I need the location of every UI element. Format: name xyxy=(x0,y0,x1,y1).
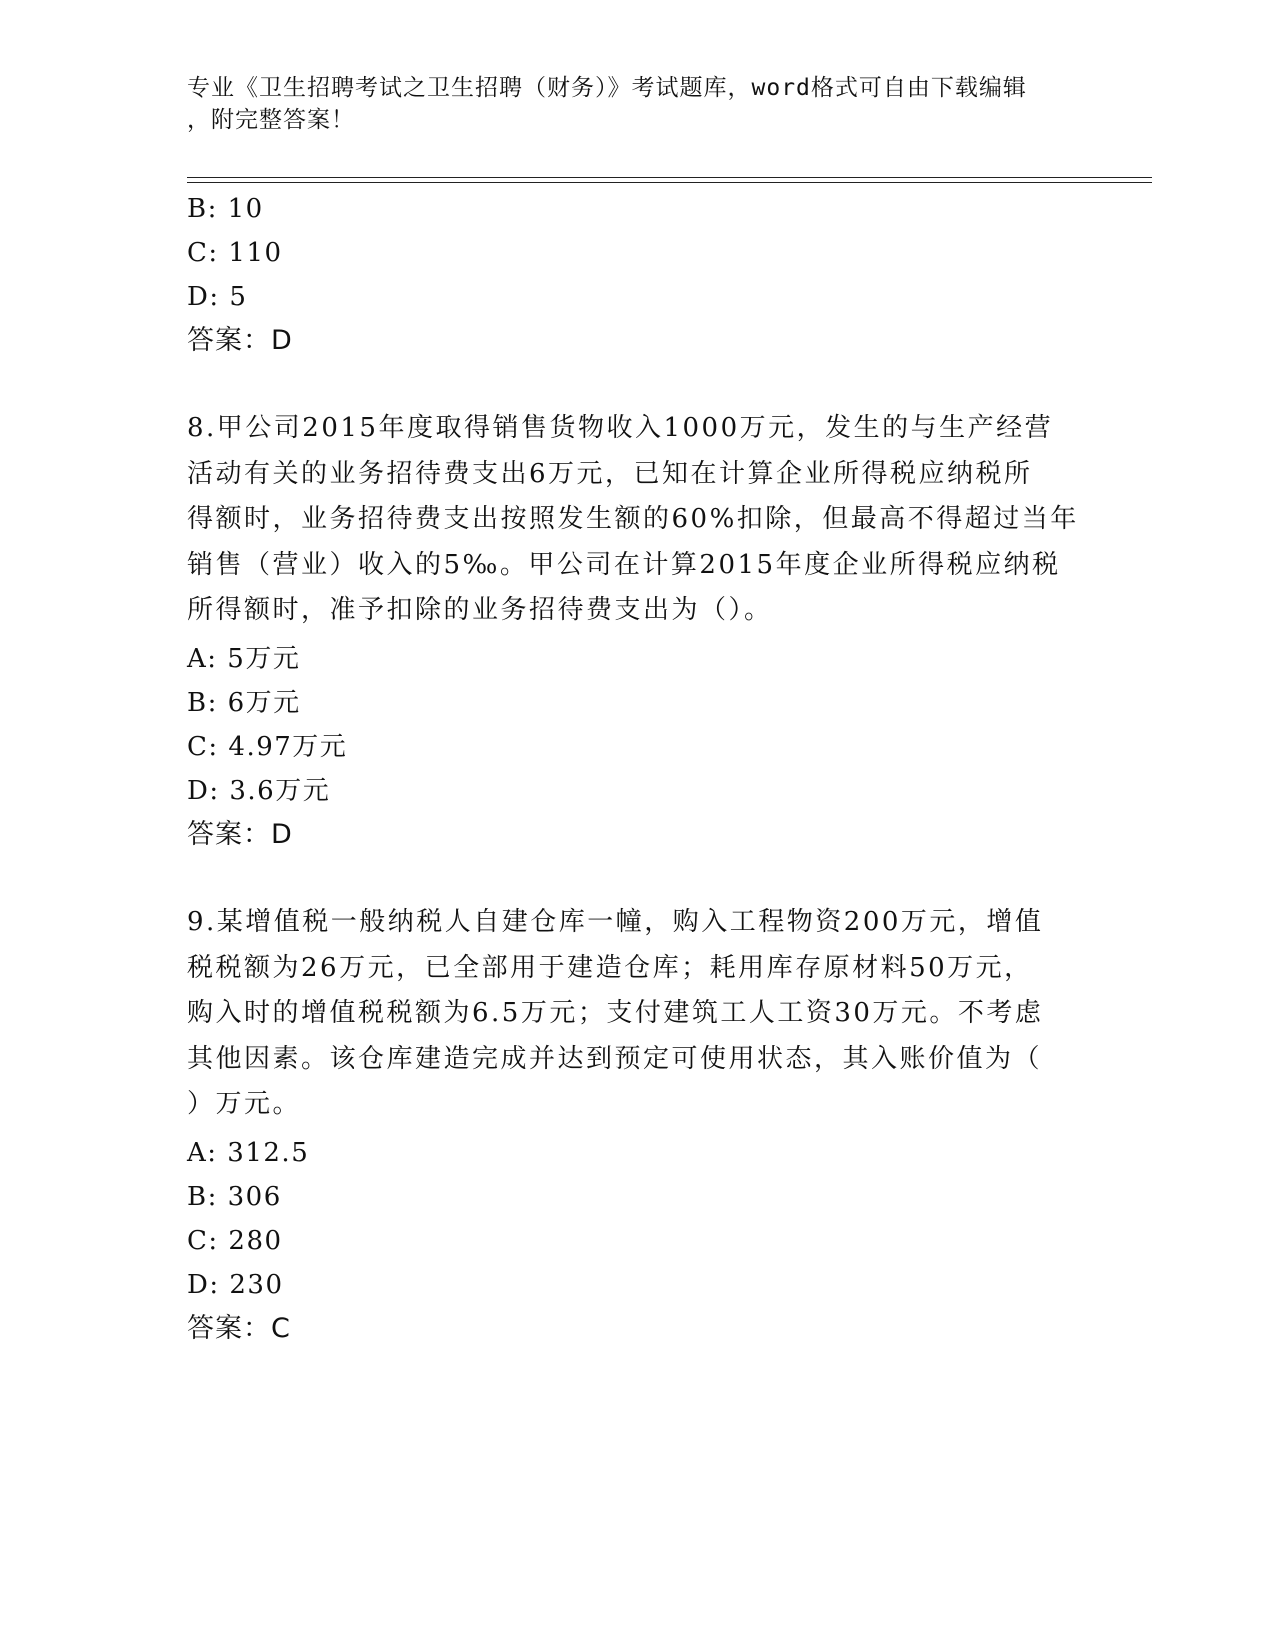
q9-stem-line-4: 其他因素。该仓库建造完成并达到预定可使用状态，其入账价值为（ xyxy=(187,1043,1043,1074)
q8-option-d: D: 3.6万元 xyxy=(187,776,331,806)
q9-stem-line-1: 9.某增值税一般纳税人自建仓库一幢，购入工程物资200万元，增值 xyxy=(187,907,1044,937)
q7-option-d: D: 5 xyxy=(187,282,248,312)
q8-stem-line-2: 活动有关的业务招待费支出6万元，已知在计算企业所得税应纳税所 xyxy=(187,458,1033,489)
q8-stem-line-5: 所得额时，准予扣除的业务招待费支出为（）。 xyxy=(187,595,773,625)
q8-option-c: C: 4.97万元 xyxy=(187,732,348,762)
header-line-2: ，附完整答案！ xyxy=(187,107,355,133)
q9-option-d: D: 230 xyxy=(187,1270,284,1300)
q7-answer: 答案：D xyxy=(187,325,293,356)
q8-option-a: A: 5万元 xyxy=(187,644,301,674)
header-divider-bottom xyxy=(187,182,1152,183)
q7-option-b: B: 10 xyxy=(187,194,264,224)
q8-answer: 答案：D xyxy=(187,819,293,850)
q9-answer: 答案：C xyxy=(187,1313,291,1344)
q9-option-a: A: 312.5 xyxy=(187,1138,310,1168)
q8-stem-line-1: 8.甲公司2015年度取得销售货物收入1000万元，发生的与生产经营 xyxy=(187,413,1054,443)
q8-stem-line-4: 销售（营业）收入的5‰。甲公司在计算2015年度企业所得税应纳税 xyxy=(187,549,1061,580)
q8-option-b: B: 6万元 xyxy=(187,688,301,718)
q9-option-c: C: 280 xyxy=(187,1226,283,1256)
q8-stem xyxy=(187,406,1087,634)
q9-stem-line-3: 购入时的增值税税额为6.5万元；支付建筑工人工资30万元。不考虑 xyxy=(187,998,1044,1028)
q8-stem-line-3: 得额时，业务招待费支出按照发生额的60%扣除，但最高不得超过当年 xyxy=(187,504,1079,534)
header-line-1: 专业《卫生招聘考试之卫生招聘（财务）》考试题库，word格式可自由下载编辑 xyxy=(187,75,1027,101)
q9-stem-line-5: ）万元。 xyxy=(187,1089,302,1119)
q9-stem-line-2: 税税额为26万元，已全部用于建造仓库；耗用库存原材料50万元， xyxy=(187,952,1033,983)
header-divider-top xyxy=(187,177,1152,178)
q9-stem xyxy=(187,900,1087,1128)
q7-option-c: C: 110 xyxy=(187,238,283,268)
q9-option-b: B: 306 xyxy=(187,1182,282,1212)
document-header xyxy=(187,72,1067,136)
